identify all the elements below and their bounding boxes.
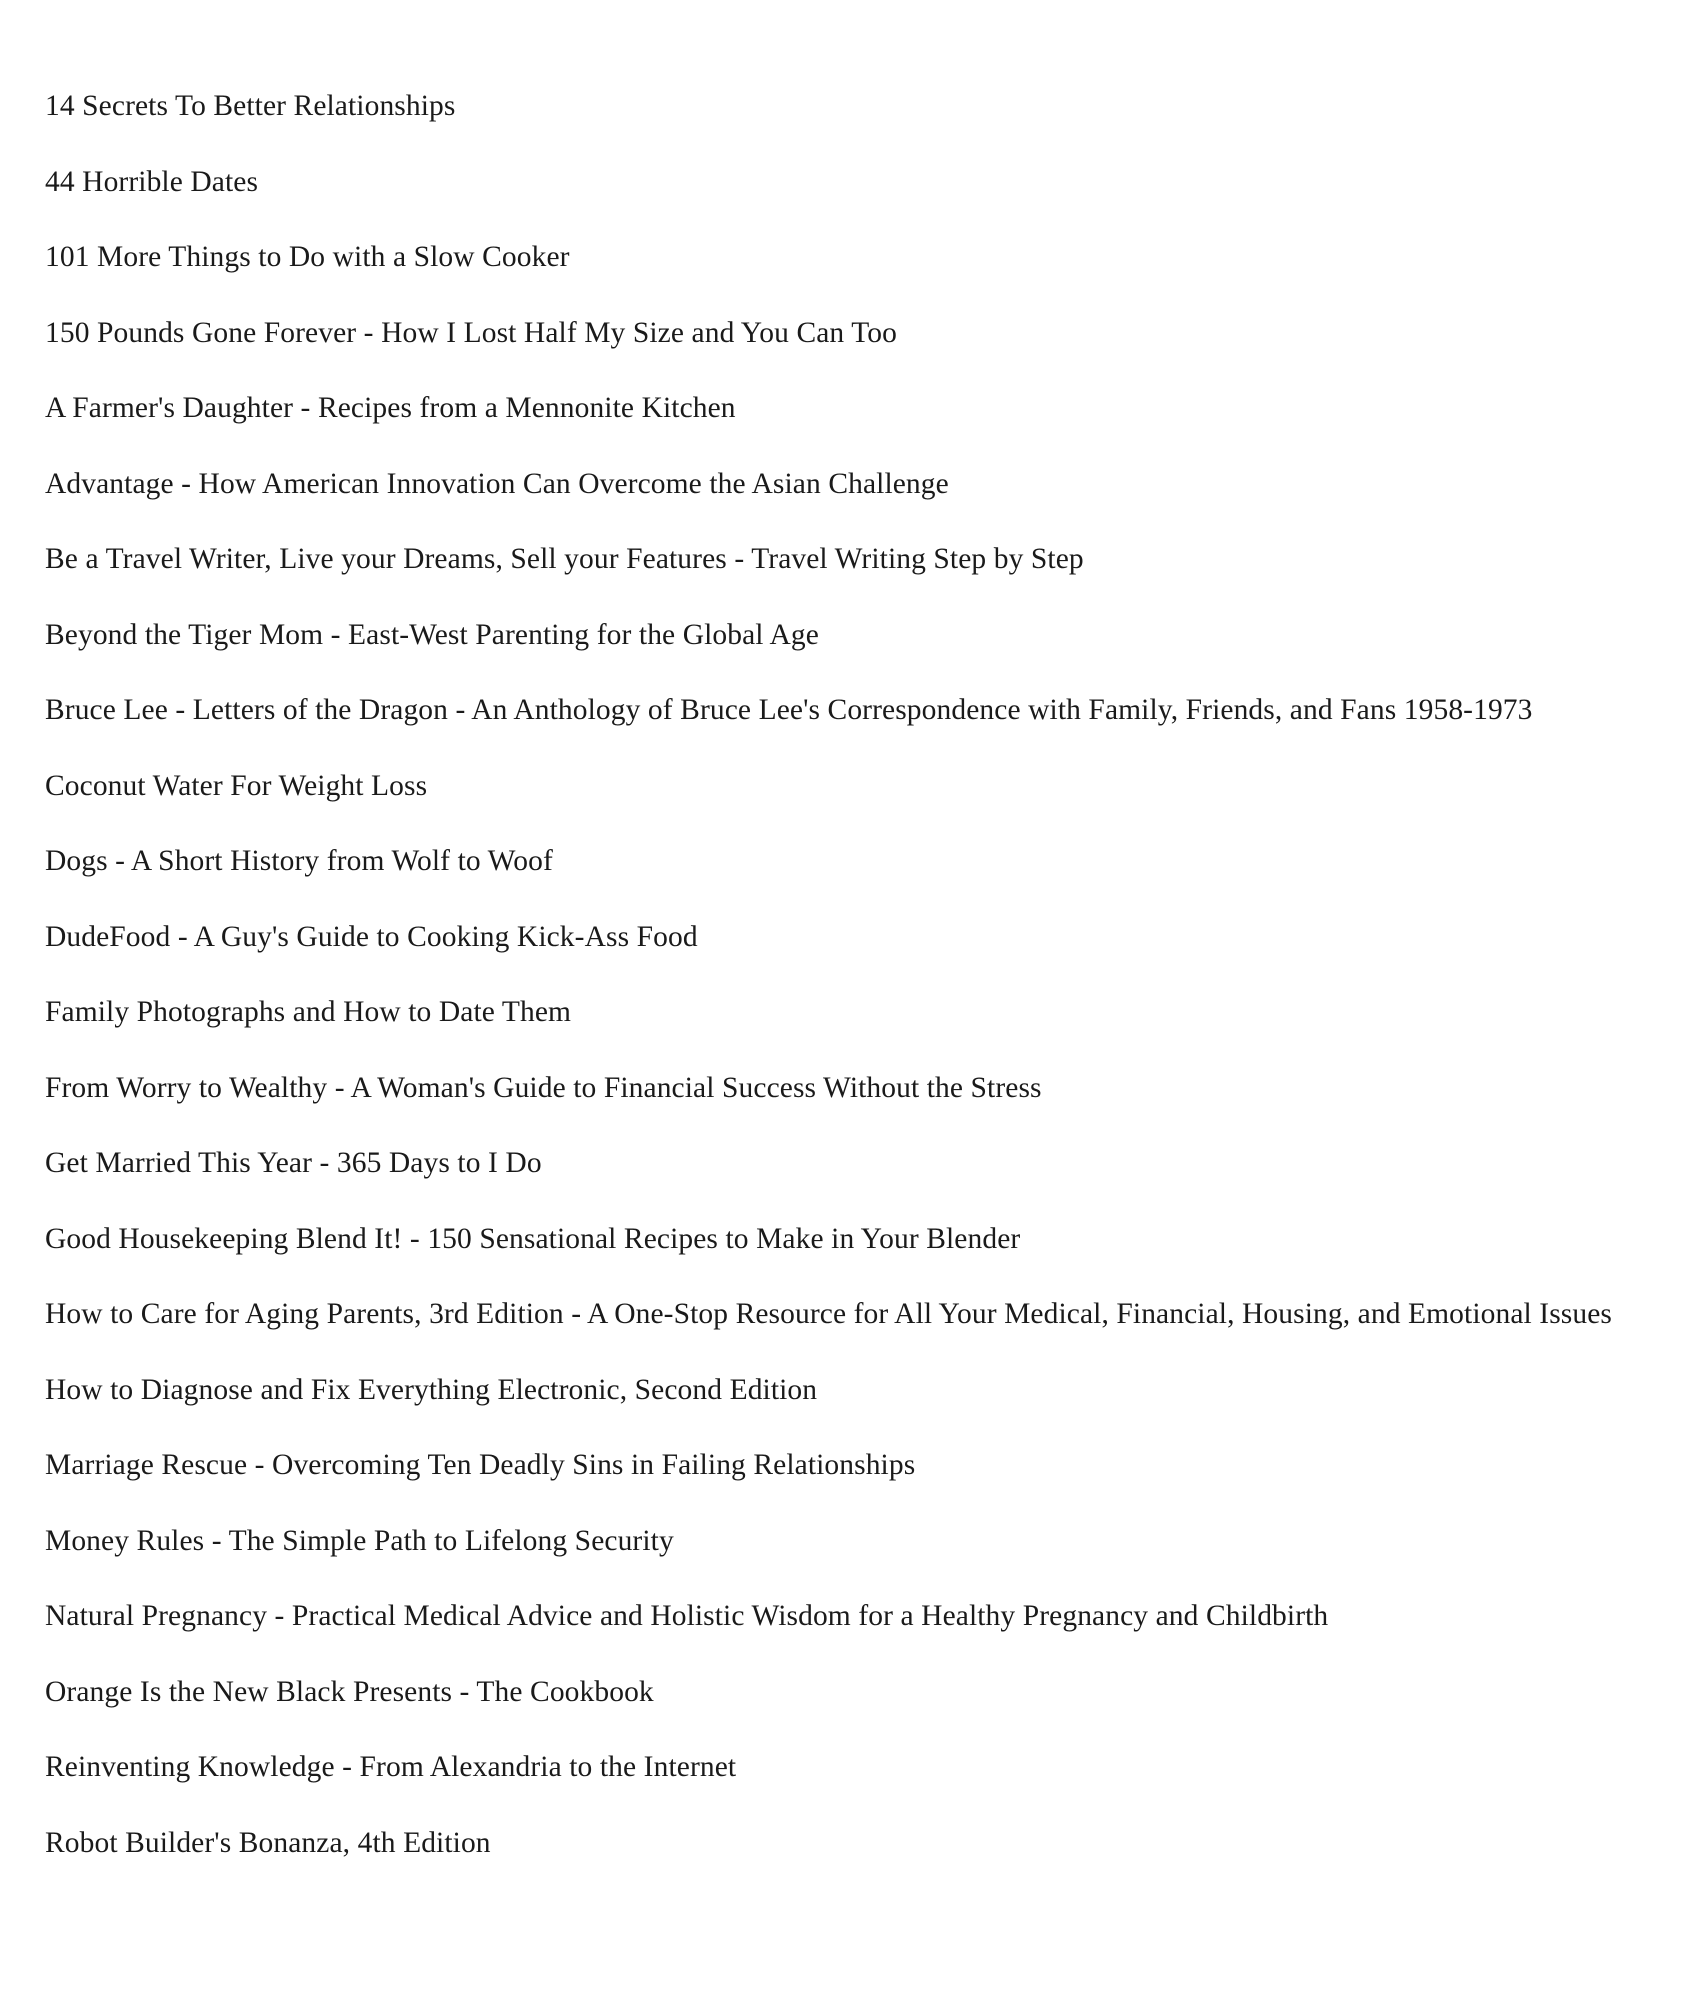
- book-title: 150 Pounds Gone Forever - How I Lost Half My Size and You Can Too: [45, 316, 897, 349]
- book-title: Be a Travel Writer, Live your Dreams, Sell your Features - Travel Writing Step by Step: [45, 543, 1084, 575]
- book-title: Money Rules - The Simple Path to Lifelong Security: [45, 1524, 674, 1557]
- book-title: 44 Horrible Dates: [45, 165, 259, 198]
- book-title: Reinventing Knowledge - From Alexandria to the Internet: [45, 1751, 737, 1783]
- book-title: Marriage Rescue - Overcoming Ten Deadly Sins in Failing Relationships: [45, 1449, 916, 1481]
- book-title: A Farmer's Daughter - Recipes from a Mennonite Kitchen: [45, 392, 736, 424]
- book-title: From Worry to Wealthy - A Woman's Guide to Financial Success Without the Stress: [45, 1071, 1042, 1104]
- book-title: Bruce Lee - Letters of the Dragon - An Anthology of Bruce Lee's Correspondence with Family, Friends, and Fans 1958-1973: [45, 694, 1533, 726]
- book-title: 14 Secrets To Better Relationships: [45, 90, 456, 122]
- book-title: Dogs - A Short History from Wolf to Woof: [45, 845, 553, 877]
- book-title: Beyond the Tiger Mom - East-West Parenting for the Global Age: [45, 618, 819, 651]
- book-title: Get Married This Year - 365 Days to I Do: [45, 1147, 542, 1179]
- book-title: Good Housekeeping Blend It! - 150 Sensational Recipes to Make in Your Blender: [45, 1222, 1021, 1255]
- book-title: Coconut Water For Weight Loss: [45, 769, 428, 802]
- book-title: DudeFood - A Guy's Guide to Cooking Kick-Ass Food: [45, 920, 698, 953]
- book-title: 101 More Things to Do with a Slow Cooker: [45, 241, 570, 273]
- book-title: Advantage - How American Innovation Can Overcome the Asian Challenge: [45, 467, 949, 500]
- book-title: Family Photographs and How to Date Them: [45, 996, 572, 1028]
- book-title: How to Care for Aging Parents, 3rd Edition - A One-Stop Resource for All Your Medical, Financial, Housing, and Emotional Issues: [45, 1298, 1612, 1330]
- book-title: Orange Is the New Black Presents - The Cookbook: [45, 1675, 654, 1708]
- book-title-list: [45, 88, 1665, 1900]
- book-title: Natural Pregnancy - Practical Medical Advice and Holistic Wisdom for a Healthy Pregnancy and Childbirth: [45, 1600, 1329, 1632]
- book-title: Robot Builder's Bonanza, 4th Edition: [45, 1826, 491, 1859]
- book-title: How to Diagnose and Fix Everything Electronic, Second Edition: [45, 1373, 818, 1406]
